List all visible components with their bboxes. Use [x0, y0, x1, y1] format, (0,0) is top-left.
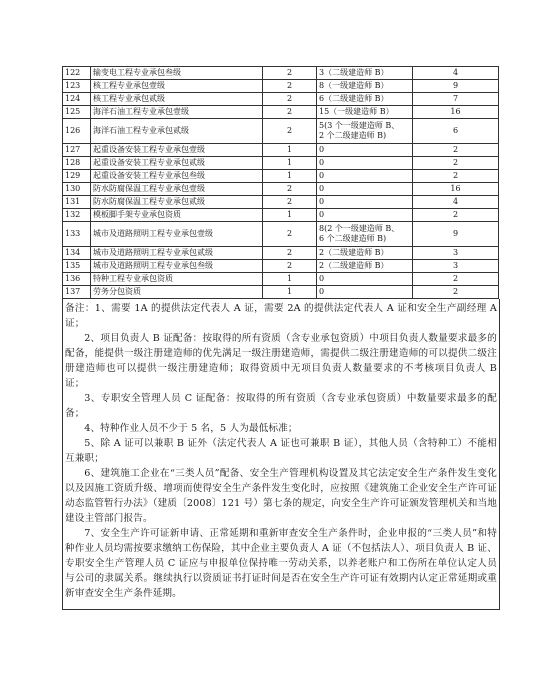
row-number: 131	[63, 196, 91, 209]
qualification-name: 输变电工程专业承包叁级	[91, 67, 263, 80]
a-cert-count: 2	[263, 119, 317, 144]
row-number: 125	[63, 106, 91, 119]
c-cert-count: 2	[413, 273, 499, 286]
table-row	[63, 93, 499, 106]
row-number: 136	[63, 273, 91, 286]
c-cert-count: 2	[413, 170, 499, 183]
b-cert-line: 0	[319, 287, 325, 296]
c-cert-count: 9	[413, 222, 499, 247]
table-row	[63, 273, 499, 286]
b-cert-line: 5(3 个一级建造师 B、	[319, 121, 400, 130]
b-cert-line: 0	[319, 210, 325, 219]
b-cert-line: 0	[319, 145, 325, 154]
a-cert-count: 2	[263, 67, 317, 80]
b-cert-line: 8(2 个一级建造师 B、	[319, 224, 400, 233]
row-number: 128	[63, 157, 91, 170]
table-body	[63, 67, 499, 299]
notes-section	[62, 299, 500, 610]
b-cert-requirement	[317, 196, 413, 209]
table-row	[63, 260, 499, 273]
qualification-name: 起重设备安装工程专业承包叁级	[91, 170, 263, 183]
qualification-name: 城市及道路照明工程专业承包壹级	[91, 222, 263, 247]
b-cert-requirement	[317, 273, 413, 286]
note-5: 5、除 A 证可以兼职 B 证外（法定代表人 A 证也可兼职 B 证），其他人员（含特种工）不能相互兼职；	[65, 438, 497, 464]
table-row	[63, 106, 499, 119]
c-cert-count: 4	[413, 196, 499, 209]
table-row	[63, 119, 499, 144]
row-number: 130	[63, 183, 91, 196]
row-number: 123	[63, 80, 91, 93]
c-cert-count: 4	[413, 67, 499, 80]
b-cert-line: 0	[319, 158, 325, 167]
table-row	[63, 80, 499, 93]
table-row	[63, 144, 499, 157]
qualification-name: 起重设备安装工程专业承包壹级	[91, 144, 263, 157]
b-cert-requirement	[317, 209, 413, 222]
b-cert-line: 2（二级建造师 B）	[319, 261, 389, 270]
table-row	[63, 222, 499, 247]
qualification-name: 劳务分包资质	[91, 286, 263, 299]
row-number: 124	[63, 93, 91, 106]
b-cert-line: 2 个二级建造师 B)	[319, 131, 387, 140]
a-cert-count: 2	[263, 80, 317, 93]
row-number: 129	[63, 170, 91, 183]
c-cert-count: 2	[413, 209, 499, 222]
row-number: 135	[63, 260, 91, 273]
table-row	[63, 196, 499, 209]
table-row	[63, 170, 499, 183]
b-cert-line: 0	[319, 197, 325, 206]
qualification-name: 海洋石油工程专业承包壹级	[91, 106, 263, 119]
a-cert-count: 1	[263, 157, 317, 170]
b-cert-line: 3（二级建造师 B）	[319, 68, 389, 77]
b-cert-requirement	[317, 286, 413, 299]
a-cert-count: 1	[263, 286, 317, 299]
qualification-name: 特种工程专业承包资质	[91, 273, 263, 286]
c-cert-count: 2	[413, 157, 499, 170]
b-cert-requirement	[317, 144, 413, 157]
b-cert-requirement	[317, 93, 413, 106]
b-cert-requirement	[317, 222, 413, 247]
b-cert-requirement	[317, 106, 413, 119]
a-cert-count: 2	[263, 106, 317, 119]
c-cert-count: 9	[413, 80, 499, 93]
a-cert-count: 1	[263, 273, 317, 286]
row-number: 122	[63, 67, 91, 80]
table-row	[63, 286, 499, 299]
table-row	[63, 67, 499, 80]
b-cert-requirement	[317, 67, 413, 80]
qualification-name: 城市及道路照明工程专业承包叁级	[91, 260, 263, 273]
note-1: 备注：1、需要 1A 的提供法定代表人 A 证，需要 2A 的提供法定代表人 A 证和安全生产副经理 A 证；	[65, 303, 497, 329]
a-cert-count: 2	[263, 222, 317, 247]
note-2: 2、项目负责人 B 证配备：按取得的所有资质（含专业承包资质）中项目负责人数量要求最多的配备，能提供一级注册建造师的优先满足一级注册建造师，需提供二级注册建造师的可以提供二级注册建造师也可以提供一级注册建造师；取得资质中无项目负责人数量要求的不考核项目负责人 B 证；	[65, 333, 497, 389]
b-cert-line: 15（一级建造师 B）	[319, 107, 394, 116]
qualification-name: 海洋石油工程专业承包贰级	[91, 119, 263, 144]
b-cert-requirement	[317, 157, 413, 170]
b-cert-line: 6（二级建造师 B）	[319, 94, 389, 103]
b-cert-line: 8（一级建造师 B）	[319, 81, 389, 90]
c-cert-count: 2	[413, 144, 499, 157]
note-6: 6、建筑施工企业在“三类人员”配备、安全生产管理机构设置及其它法定安全生产条件发生变化以及因施工资质升级、增项而使得安全生产条件发生变化时，应按照《建筑施工企业安全生产许可证动态监管暂行办法》（建质〔2008〕121 号）第七条的规定，向安全生产许可证颁发管理机关和当地建设主管部门报告。	[65, 468, 497, 524]
c-cert-count: 16	[413, 183, 499, 196]
note-4: 4、特种作业人员不少于 5 名，5 人为最低标准；	[84, 423, 298, 434]
b-cert-requirement	[317, 170, 413, 183]
row-number: 126	[63, 119, 91, 144]
row-number: 132	[63, 209, 91, 222]
qualification-name: 防水防腐保温工程专业承包壹级	[91, 183, 263, 196]
b-cert-line: 2（二级建造师 B）	[319, 248, 389, 257]
qualification-name: 防水防腐保温工程专业承包贰级	[91, 196, 263, 209]
c-cert-count: 7	[413, 93, 499, 106]
c-cert-count: 16	[413, 106, 499, 119]
qualification-name: 城市及道路照明工程专业承包贰级	[91, 247, 263, 260]
qualification-name: 起重设备安装工程专业承包贰级	[91, 157, 263, 170]
c-cert-count: 3	[413, 260, 499, 273]
c-cert-count: 2	[413, 286, 499, 299]
b-cert-requirement	[317, 119, 413, 144]
row-number: 137	[63, 286, 91, 299]
a-cert-count: 2	[263, 247, 317, 260]
row-number: 134	[63, 247, 91, 260]
a-cert-count: 2	[263, 196, 317, 209]
a-cert-count: 1	[263, 170, 317, 183]
a-cert-count: 1	[263, 209, 317, 222]
a-cert-count: 2	[263, 93, 317, 106]
a-cert-count: 2	[263, 260, 317, 273]
qualification-name: 核工程专业承包贰级	[91, 93, 263, 106]
b-cert-requirement	[317, 247, 413, 260]
table-row	[63, 209, 499, 222]
qualification-name: 模板脚手架专业承包资质	[91, 209, 263, 222]
table-row	[63, 157, 499, 170]
qualification-name: 核工程专业承包壹级	[91, 80, 263, 93]
row-number: 133	[63, 222, 91, 247]
qualification-table	[62, 66, 499, 299]
document-page	[62, 66, 498, 610]
b-cert-requirement	[317, 80, 413, 93]
b-cert-requirement	[317, 260, 413, 273]
a-cert-count: 2	[263, 183, 317, 196]
note-3: 3、专职安全管理人员 C 证配备：按取得的所有资质（含专业承包资质）中数量要求最多的配备；	[65, 393, 497, 419]
c-cert-count: 6	[413, 119, 499, 144]
note-7: 7、安全生产许可证新申请、正常延期和重新审查安全生产条件时，企业申报的“三类人员”和特种作业人员均需按要求缴纳工伤保险，其中企业主要负责人 A 证（不包括法人）、项目负责人 B 证、专职安全生产管理人员 C 证应与申报单位保持唯一劳动关系，以养老账户和工伤所在单位认定人员与公司的隶属关系。继续执行以资质证书打证时间是否在安全生产许可证有效期内认定正常延期或重新审查安全生产条件延期。	[65, 528, 497, 599]
b-cert-line: 0	[319, 184, 325, 193]
b-cert-line: 0	[319, 171, 325, 180]
b-cert-line: 6 个二级建造师 B)	[319, 234, 387, 243]
b-cert-line: 0	[319, 274, 325, 283]
c-cert-count: 3	[413, 247, 499, 260]
table-row	[63, 183, 499, 196]
b-cert-requirement	[317, 183, 413, 196]
table-row	[63, 247, 499, 260]
a-cert-count: 1	[263, 144, 317, 157]
row-number: 127	[63, 144, 91, 157]
